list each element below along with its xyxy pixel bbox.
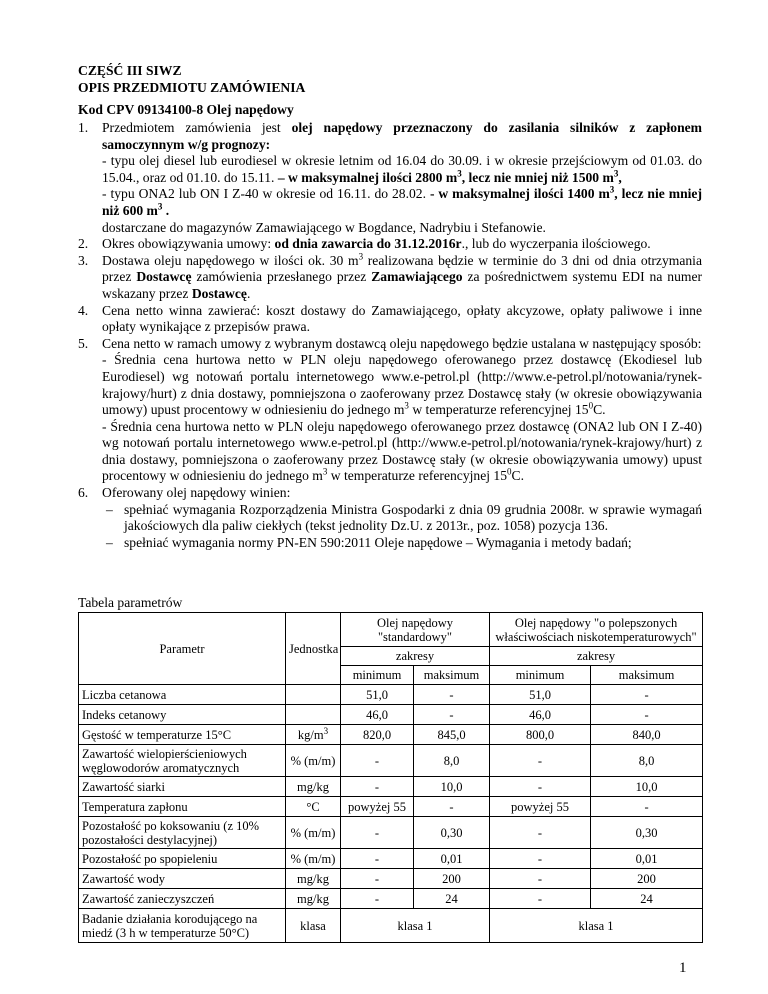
header-standard: Olej napędowy "standardowy" bbox=[341, 613, 490, 647]
table-row: Badanie działania korodującego na miedź (3 h w temperaturze 50°C) klasa klasa 1 klasa 1 bbox=[79, 909, 703, 943]
cell-smax: 10,0 bbox=[414, 777, 490, 797]
cell-smin: - bbox=[341, 817, 414, 849]
cell-smax: 24 bbox=[414, 889, 490, 909]
cell-lmin: - bbox=[490, 869, 591, 889]
cell-unit bbox=[286, 705, 341, 725]
cell-smin: 820,0 bbox=[341, 725, 414, 745]
cell-unit: $kg/m^3$ bbox=[286, 725, 341, 745]
cell-unit: mg/kg bbox=[286, 889, 341, 909]
cell-smin: powyżej 55 bbox=[341, 797, 414, 817]
table-row bbox=[79, 745, 703, 777]
parameters-table: Parametr Jednostka Olej napędowy "standardowy" Olej napędowy "o polepszonych właściwościach niskotemperaturowych" zakresy zakresy minimum maksimum minimum maksimum Liczba cetanowa 51,0 - 51,0 - Indeks cetanowy 46,0 - 46,0 - Gęstość w temperaturze 15°C $kg/m^3$ 820,0 845,0 800,0 840,0 Zawartość wielopierścieniowych węglowodorów aromatycznych % (m/m) - 8,0 - 8,0 Zawartość siarki mg/kg - 10,0 - 10,0 Temperatura zapłonu °C powyżej 55 - powyżej 55 - Pozostałość po koksowaniu (z 10% pozostałości destylacyjnej) % (m/m) - 0,30 - 0,30 Pozostałość po spopieleniu % (m/m) - 0,01 - 0,01 Zawartość wody mg/kg - 200 - 200 Zawartość zanieczyszczeń mg/kg - 24 - 24 Badanie działania korodującego na miedź (3 h w temperaturze 50°C) klasa klasa 1 klasa 1 bbox=[78, 612, 703, 943]
list-item-4: 4. Cena netto winna zawierać: koszt dostawy do Zamawiającego, opłaty akcyzowe, opłaty paliwowe i inne opłaty wynikające z przepisów prawa. bbox=[78, 302, 702, 335]
cell-smax: - bbox=[414, 685, 490, 705]
cell-name: Zawartość siarki bbox=[79, 777, 286, 797]
cell-smin: - bbox=[341, 777, 414, 797]
requirements-list bbox=[78, 120, 702, 551]
cell-smax: 0,01 bbox=[414, 849, 490, 869]
table-row bbox=[79, 889, 703, 909]
list-item-2: 2. Okres obowiązywania umowy: od dnia zawarcia do 31.12.2016r., lub do wyczerpania ilościowego. bbox=[78, 236, 651, 252]
cell-lmin: powyżej 55 bbox=[490, 797, 591, 817]
table-row bbox=[79, 685, 703, 705]
cell-lmin: - bbox=[490, 889, 591, 909]
cell-name: Zawartość wody bbox=[79, 869, 286, 889]
table-row bbox=[79, 777, 703, 797]
cell-lmin: - bbox=[490, 817, 591, 849]
cell-unit: % (m/m) bbox=[286, 817, 341, 849]
cell-unit: °C bbox=[286, 797, 341, 817]
cell-lmax: - bbox=[591, 685, 703, 705]
cell-unit bbox=[286, 685, 341, 705]
cell-name: Pozostałość po koksowaniu (z 10% pozostałości destylacyjnej) bbox=[79, 817, 286, 849]
header-low-temp: Olej napędowy "o polepszonych właściwościach niskotemperaturowych" bbox=[490, 613, 703, 647]
cell-lmax: 0,30 bbox=[591, 817, 703, 849]
cell-lmax: 10,0 bbox=[591, 777, 703, 797]
sub-item: – spełniać wymagania normy PN-EN 590:2011 Oleje napędowe – Wymagania i metody badań; bbox=[106, 534, 632, 550]
table-row bbox=[79, 705, 703, 725]
sub-item: – spełniać wymagania Rozporządzenia Ministra Gospodarki z dnia 09 grudnia 2008r. w sprawie wymagań jakościowych dla paliw ciekłych (tekst jednolity Dz.U. z 2013r., poz. 1058) pozycja 136. bbox=[106, 501, 702, 534]
list-item-5: 5. Cena netto w ramach umowy z wybranym dostawcą oleju napędowego będzie ustalana w następujący sposób: - Średnia cena hurtowa netto w PLN oleju napędowego oferowanego przez dostawcę (Ekodiesel lub Eurodiesel) wg notowań portalu internetowego www.e-petrol.pl (http://www.e-petrol.pl/notowania/rynek-krajowy/hurt) z dnia dostawy, pomniejszona o zaoferowany przez Dostawcę stały (w okresie obowiązywania umowy) upust procentowy w odniesieniu do jednego $m^3$ w temperaturze referencyjnej $15^0C$. - Średnia cena hurtowa netto w PLN oleju napędowego oferowanego przez dostawcę (ONA2 lub ON I Z-40) wg notowań portalu internetowego www.e-petrol.pl (http://www.e-petrol.pl/notowania/rynek-krajowy/hurt) z dnia dostawy, pomniejszona o zaoferowany przez Dostawcę stały (w okresie obowiązywania umowy) upust procentowy w odniesieniu do jednego $m^3$ w temperaturze referencyjnej $15^0C$. bbox=[78, 335, 702, 484]
header-parameter: Parametr bbox=[79, 613, 286, 685]
table-caption: Tabela parametrów bbox=[78, 595, 183, 610]
cell-smin: 51,0 bbox=[341, 685, 414, 705]
page-number: 1 bbox=[679, 960, 687, 976]
table-row bbox=[79, 849, 703, 869]
cell-lmax: 24 bbox=[591, 889, 703, 909]
cell-smax: 200 bbox=[414, 869, 490, 889]
cell-lmax: 8,0 bbox=[591, 745, 703, 777]
table-row bbox=[79, 817, 703, 849]
table-row bbox=[79, 797, 703, 817]
list-item-6: 6. Oferowany olej napędowy winien: – spełniać wymagania Rozporządzenia Ministra Gospodarki z dnia 09 grudnia 2008r. w sprawie wymagań jakościowych dla paliw ciekłych (tekst jednolity Dz.U. z 2013r., poz. 1058) pozycja 136. – spełniać wymagania normy PN-EN 590:2011 Oleje napędowe – Wymagania i metody badań; bbox=[78, 485, 702, 550]
cell-smax: - bbox=[414, 797, 490, 817]
cell-smin: - bbox=[341, 745, 414, 777]
cell-smax: - bbox=[414, 705, 490, 725]
cell-smax: 8,0 bbox=[414, 745, 490, 777]
list-item-1: 1. Przedmiotem zamówienia jest olej napędowy przeznaczony do zasilania silników z zapłonem samoczynnym w/g prognozy: - typu olej diesel lub eurodiesel w okresie letnim od 16.04 do 30.09. i w okresie przejściowym od 01.03. do 15.04., oraz od 01.10. do 15.11. – w maksymalnej ilości 2800 $m^3$, lecz nie mniej niż 1500 $m^3$, - typu ONA2 lub ON I Z-40 w okresie od 16.11. do 28.02. - w maksymalnej ilości 1400 $m^3$, lecz nie mniej niż 600 $m^3$ . dostarczane do magazynów Zamawiającego w Bogdance, Nadrybiu i Stefanowie. bbox=[78, 120, 702, 235]
cell-lmin: - bbox=[490, 849, 591, 869]
cell-lmin: 51,0 bbox=[490, 685, 591, 705]
list-item-3: 3. Dostawa oleju napędowego w ilości ok. 30 $m^3$ realizowana będzie w terminie do 3 dni od dnia otrzymania przez Dostawcę zamówienia przesłanego przez Zamawiającego za pośrednictwem systemu EDI na numer wskazany przez Dostawcę. bbox=[78, 251, 703, 301]
cell-lmin: 46,0 bbox=[490, 705, 591, 725]
section-title: CZĘŚĆ III SIWZ bbox=[78, 63, 182, 78]
cell-smin: - bbox=[341, 889, 414, 909]
cell-name: Pozostałość po spopieleniu bbox=[79, 849, 286, 869]
cell-unit: mg/kg bbox=[286, 869, 341, 889]
document-title: OPIS PRZEDMIOTU ZAMÓWIENIA bbox=[78, 80, 306, 95]
header-unit: Jednostka bbox=[286, 613, 341, 685]
cell-lmax: - bbox=[591, 797, 703, 817]
cell-unit: mg/kg bbox=[286, 777, 341, 797]
cell-smax: 0,30 bbox=[414, 817, 490, 849]
header-range-low: zakresy bbox=[490, 647, 703, 666]
table-row bbox=[79, 869, 703, 889]
cell-name: Liczba cetanowa bbox=[79, 685, 286, 705]
cell-unit: % (m/m) bbox=[286, 745, 341, 777]
cell-lmin: - bbox=[490, 777, 591, 797]
cell-smin: - bbox=[341, 869, 414, 889]
cell-lmin: 800,0 bbox=[490, 725, 591, 745]
cell-name: Zawartość wielopierścieniowych węglowodorów aromatycznych bbox=[79, 745, 286, 777]
cell-lmin: - bbox=[490, 745, 591, 777]
cell-smin: - bbox=[341, 849, 414, 869]
cell-name: Zawartość zanieczyszczeń bbox=[79, 889, 286, 909]
cell-name: Temperatura zapłonu bbox=[79, 797, 286, 817]
cell-lmax: 0,01 bbox=[591, 849, 703, 869]
table-row bbox=[79, 725, 703, 745]
cell-name: Indeks cetanowy bbox=[79, 705, 286, 725]
header-range-std: zakresy bbox=[341, 647, 490, 666]
cell-unit: % (m/m) bbox=[286, 849, 341, 869]
cell-lmax: 200 bbox=[591, 869, 703, 889]
cell-lmax: 840,0 bbox=[591, 725, 703, 745]
cell-smin: 46,0 bbox=[341, 705, 414, 725]
cpv-code: Kod CPV 09134100-8 Olej napędowy bbox=[78, 102, 294, 117]
cell-name: Gęstość w temperaturze 15°C bbox=[79, 725, 286, 745]
cell-smax: 845,0 bbox=[414, 725, 490, 745]
cell-lmax: - bbox=[591, 705, 703, 725]
